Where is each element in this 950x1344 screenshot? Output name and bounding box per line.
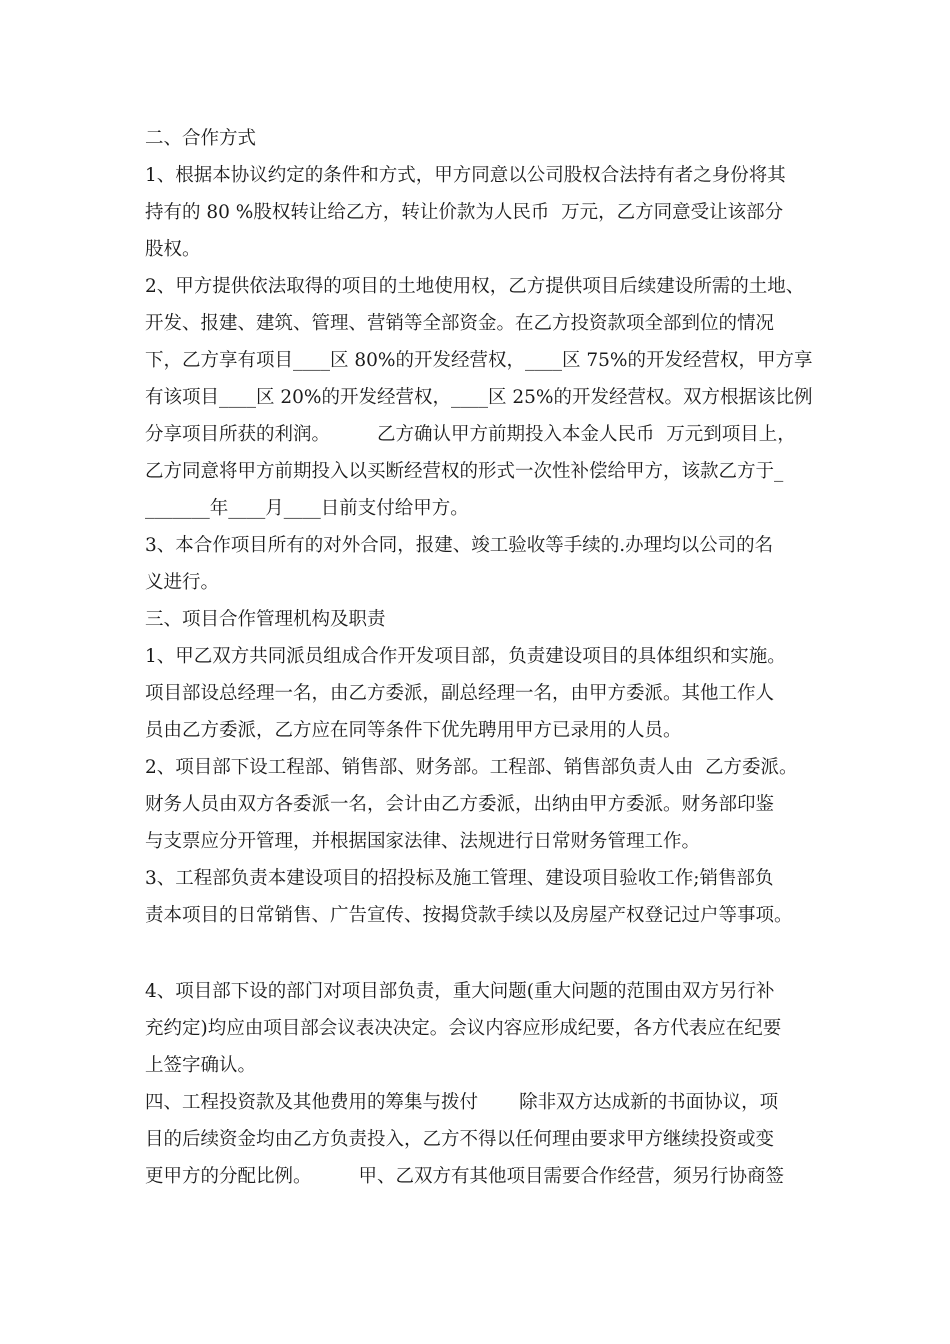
text-line: 2、项目部下设工程部、销售部、财务部。工程部、销售部负责人由 乙方委派。 <box>145 757 798 778</box>
text-line: 开发、报建、建筑、管理、营销等全部资金。在乙方投资款项全部到位的情况 <box>145 313 775 334</box>
text-line: 目的后续资金均由乙方负责投入，乙方不得以任何理由要求甲方继续投资或变 <box>145 1129 775 1150</box>
text-line: 3、工程部负责本建设项目的招投标及施工管理、建设项目验收工作;销售部负 <box>145 868 774 889</box>
text-line: 1、根据本协议约定的条件和方式，甲方同意以公司股权合法持有者之身份将其 <box>145 165 786 186</box>
section-heading-management: 三、项目合作管理机构及职责 <box>145 609 386 630</box>
text-line: 更甲方的分配比例。 甲、乙双方有其他项目需要合作经营，须另行协商签 <box>145 1166 785 1187</box>
text-line: 责本项目的日常销售、广告宣传、按揭贷款手续以及房屋产权登记过户等事项。 <box>145 905 793 926</box>
text-line: 下，乙方享有项目____区 80%的开发经营权，____区 75%的开发经营权，甲方享 <box>145 350 813 371</box>
text-line: 分享项目所获的利润。 乙方确认甲方前期投入本金人民币 万元到项目上， <box>145 424 796 445</box>
text-line: 持有的 80 %股权转让给乙方，转让价款为人民币 万元，乙方同意受让该部分 <box>145 202 784 223</box>
text-line: 员由乙方委派，乙方应在同等条件下优先聘用甲方已录用的人员。 <box>145 720 682 741</box>
text-line: 股权。 <box>145 239 201 260</box>
text-line: 上签字确认。 <box>145 1055 257 1076</box>
section-heading-cooperation-mode: 二、合作方式 <box>145 128 257 149</box>
text-line: 1、甲乙双方共同派员组成合作开发项目部，负责建设项目的具体组织和实施。 <box>145 646 786 667</box>
text-line: _______年____月____日前支付给甲方。 <box>145 498 469 519</box>
text-line: 3、本合作项目所有的对外合同，报建、竣工验收等手续的.办理均以公司的名 <box>145 535 774 556</box>
text-line: 与支票应分开管理，并根据国家法律、法规进行日常财务管理工作。 <box>145 831 701 852</box>
section-heading-investment: 四、工程投资款及其他费用的筹集与拨付 除非双方达成新的书面协议，项 <box>145 1092 779 1113</box>
text-line: 有该项目____区 20%的开发经营权，____区 25%的开发经营权。双方根据该比例 <box>145 387 813 408</box>
text-line: 义进行。 <box>145 572 220 593</box>
text-line: 2、甲方提供依法取得的项目的土地使用权，乙方提供项目后续建设所需的土地、 <box>145 276 805 297</box>
text-line: 项目部设总经理一名，由乙方委派，副总经理一名，由甲方委派。其他工作人 <box>145 683 775 704</box>
text-line: 充约定)均应由项目部会议表决决定。会议内容应形成纪要，各方代表应在纪要 <box>145 1018 782 1039</box>
text-line: 4、项目部下设的部门对项目部负责，重大问题(重大问题的范围由双方另行补 <box>145 981 775 1002</box>
text-line: 财务人员由双方各委派一名，会计由乙方委派，出纳由甲方委派。财务部印鉴 <box>145 794 775 815</box>
text-line: 乙方同意将甲方前期投入以买断经营权的形式一次性补偿给甲方，该款乙方于_ <box>145 461 784 482</box>
